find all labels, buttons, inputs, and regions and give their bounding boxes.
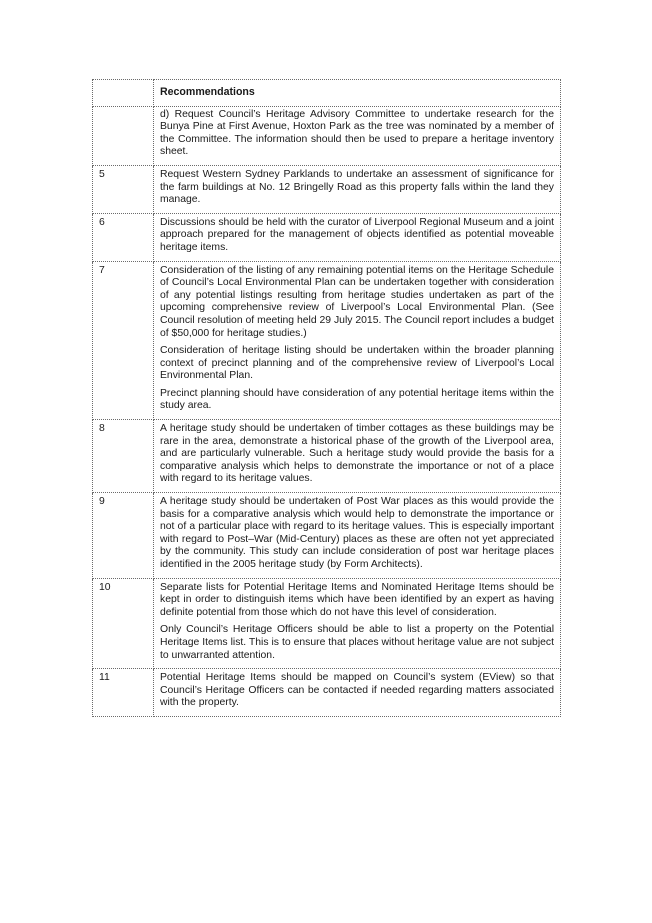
table-row (93, 669, 561, 717)
recommendation-text (154, 669, 561, 717)
table-row (93, 165, 561, 213)
table-row (93, 578, 561, 669)
row-number (93, 106, 154, 165)
recommendation-text (154, 578, 561, 669)
recommendation-paragraph: d) Request Council’s Heritage Advisory Committee to undertake research for the Bunya Pine at First Avenue, Hoxton Park as the tree was nominated by a member of the Committee. The information should then be used to prepare a heritage inventory sheet. (160, 108, 554, 158)
table-header-row (93, 80, 561, 107)
recommendations-table (92, 79, 561, 717)
table-row (93, 493, 561, 579)
row-number: 7 (93, 261, 154, 420)
table-row (93, 106, 561, 165)
recommendation-text (154, 106, 561, 165)
row-number: 11 (93, 669, 154, 717)
recommendation-text (154, 420, 561, 493)
recommendation-paragraph: A heritage study should be undertaken of timber cottages as these buildings may be rare in the area, demonstrate a historical phase of the growth of the Liverpool area, and are particularly vulnerable. Such a heritage study would provide the basis for a comparative analysis which helps to demonstrate the importance or not of a place with regard to its heritage values. (160, 423, 554, 485)
recommendation-paragraph: Only Council’s Heritage Officers should be able to list a property on the Potential Heritage Items list. This is to ensure that places without heritage value are not subject to unwarranted attention. (160, 624, 554, 661)
row-number: 9 (93, 493, 154, 579)
header-recommendations-cell: Recommendations (154, 80, 561, 107)
row-number: 5 (93, 165, 154, 213)
recommendation-paragraph: Consideration of heritage listing should be undertaken within the broader planning context of precinct planning and of the comprehensive review of Liverpool’s Local Environmental Plan. (160, 345, 554, 382)
recommendation-paragraph: Separate lists for Potential Heritage Items and Nominated Heritage Items should be kept in order to distinguish items which have been identified by an expert as having definite potential from those which do not have this level of consideration. (160, 581, 554, 618)
recommendation-paragraph: Consideration of the listing of any remaining potential items on the Heritage Schedule of Council’s Local Environmental Plan can be undertaken together with consideration of any potential listings resulting from heritage studies undertaken as part of the upcoming comprehensive review of Liverpool’s Local Environmental Plan. (See Council resolution of meeting held 29 July 2015. The Council report includes a budget of $50,000 for heritage studies.) (160, 264, 554, 339)
recommendation-paragraph: Potential Heritage Items should be mapped on Council’s system (EView) so that Council’s Heritage Officers can be contacted if needed regarding matters associated with the property. (160, 672, 554, 709)
recommendation-paragraph: Request Western Sydney Parklands to undertake an assessment of significance for the farm buildings at No. 12 Bringelly Road as this property falls within the land they manage. (160, 168, 554, 206)
row-number: 8 (93, 420, 154, 493)
header-number-cell (93, 80, 154, 107)
recommendation-paragraph: Discussions should be held with the curator of Liverpool Regional Museum and a joint approach prepared for the management of objects identified as potential moveable heritage items. (160, 216, 554, 253)
row-number: 6 (93, 213, 154, 261)
row-number: 10 (93, 578, 154, 669)
table-row (93, 213, 561, 261)
recommendation-text (154, 165, 561, 213)
table-row (93, 261, 561, 420)
recommendation-text (154, 261, 561, 420)
recommendation-text (154, 493, 561, 579)
recommendation-paragraph: Precinct planning should have consideration of any potential heritage items within the study area. (160, 387, 554, 412)
recommendation-text (154, 213, 561, 261)
table-row (93, 420, 561, 493)
recommendation-paragraph: A heritage study should be undertaken of Post War places as this would provide the basis for a comparative analysis which would help to demonstrate the importance or not of a particular place with regard to its heritage values. This is especially important with regard to Post–War (Mid-Century) places as these are often not yet appreciated by the community. This study can include consideration of post war heritage places identified in the 2005 heritage study (by Form Architects). (160, 496, 554, 570)
